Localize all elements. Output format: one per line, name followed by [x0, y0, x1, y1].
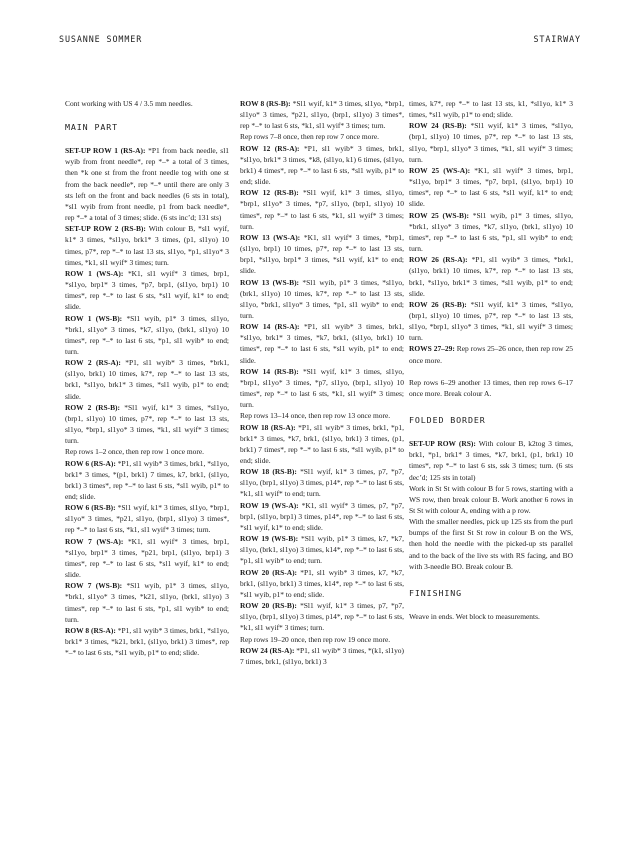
- row-instructions: *P1, sl1 wyib* 3 times, brk1, *sl1yo, brk1* 3 times, *(p1, brk1) 7 times, k7, brk1, (sl1yo, brk1) 3 times*, rep *–* to last 6 sts, *sl1 wyib, p1* to end; slide.: [65, 458, 229, 501]
- row-label: ROW 1 (WS-B):: [65, 313, 123, 323]
- row-label: ROW 2 (RS-B):: [65, 402, 120, 412]
- row-instructions: With the smaller needles, pick up 125 sts from the purl bumps of the first St St row in colour B on the WS, then hold the needle with the picked-up sts parallel and to the back of the live sts with RS facing, and BO with 3-needle BO. Break colour B.: [409, 517, 573, 571]
- row-label: ROW 14 (RS-A):: [240, 322, 300, 332]
- row-instructions: Rep rows 1–2 once, then rep row 1 once more.: [65, 447, 204, 457]
- row-instructions: Work in St St with colour B for 5 rows, starting with a WS row, then break colour B. Work another 6 rows in St St with colour A, ending with a p row.: [409, 483, 573, 515]
- row-instructions: *P1, sl1 wyib* 3 times, brk1, *sl1yo, brk1* 3 times, *k7, brk1, (sl1yo, brk1) 10 times*, rep *–* to last 6 sts, *sl1 wyib, p1* to end; slide.: [240, 322, 405, 365]
- pattern-paragraph: [240, 466, 404, 499]
- pattern-paragraph: [409, 299, 573, 344]
- pattern-paragraph: [409, 120, 573, 165]
- row-instructions: *K1, sl1 wyif* 3 times, *brp1, (sl1yo, brp1) 10 times, p7*, rep *–* to last 13 sts, brp1, *sl1yo, brp1* 3 times, *sl1 wyif, k1* to end; slide.: [240, 232, 405, 276]
- row-instructions: *K1, sl1 wyif* 3 times, p7, *p7, brp1, (sl1yo, brp1) 3 times, p14*, rep *–* to last 6 sts, *sl1 wyif, k1* to end; slide.: [240, 500, 404, 532]
- row-label: ROW 19 (WS-B):: [240, 534, 299, 544]
- row-instructions: *Sl1 wyif, k1* 3 times, sl1yo, *brp1, sl1yo* 3 times, *p21, sl1yo, (brp1, sl1yo) 3 times*, rep *–* to last 6 sts, *k1, sl1 wyif* 3 times; turn.: [65, 503, 229, 535]
- row-instructions: Cont working with US 4 / 3.5 mm needles.: [65, 99, 193, 108]
- pattern-paragraph: [240, 232, 404, 277]
- row-label: SET-UP ROW 2 (RS-B):: [65, 224, 146, 234]
- row-instructions: Rep rows 6–29 another 13 times, then rep rows 6–17 once more. Break colour A.: [409, 377, 573, 398]
- pattern-paragraph: [409, 438, 573, 483]
- row-instructions: *Sl1 wyif, k1* 3 times, sl1yo, *brp1, sl1yo* 3 times, *p7, sl1yo, (brp1, sl1yo) 10 times*, rep *–* to last 6 sts, *k1, sl1 wyif* 3 times; turn.: [240, 188, 404, 231]
- header-title: STAIRWAY: [533, 34, 581, 44]
- row-instructions: *Sl1 wyib, p1* 3 times, k7, *k7, sl1yo, (brk1, sl1yo) 3 times, k14*, rep *–* to last 6 sts, *p1, sl1 wyib* to end; turn.: [240, 534, 404, 566]
- row-instructions: *P1, sl1 wyib* 3 times, *brk1, (sl1yo, brk1) 10 times, k7*, rep *–* to last 13 sts, brk1, *sl1yo, brk1* 3 times, *sl1 wyib, p1* to end; slide.: [65, 358, 230, 401]
- pattern-paragraph: [240, 131, 404, 142]
- row-instructions: *Sl1 wyif, k1* 3 times, *sl1yo, (brp1, sl1yo) 10 times, p7*, rep *–* to last 13 sts, sl1yo, *brp1, sl1yo* 3 times, *k1, sl1 wyif* 3 times; turn.: [409, 121, 573, 164]
- row-instructions: *Sl1 wyif, k1* 3 times, p7, *p7, sl1yo, (brp1, sl1yo) 3 times, p14*, rep *–* to last 6 sts, *k1, sl1 wyif* to end; turn.: [240, 467, 404, 499]
- row-instructions: With colour B, *sl1 wyif, k1* 3 times, *sl1yo, brk1* 3 times, (p1, sl1yo) 10 times, p7*, rep *–* to last 13 sts, sl1yo, *p1, sl1yo* 3 times, *k1, sl1 wyif* 3 times; turn.: [65, 224, 229, 267]
- pattern-paragraph: [409, 165, 573, 210]
- row-instructions: Rep rows 25–26 once, then rep row 25 once more.: [409, 344, 573, 365]
- text-column-3: [409, 98, 573, 622]
- pattern-paragraph: [240, 321, 404, 366]
- pattern-paragraph: [65, 446, 229, 457]
- row-label: ROW 7 (WS-B):: [65, 581, 123, 591]
- pattern-paragraph: [409, 377, 573, 399]
- text-column-1: [65, 98, 229, 658]
- section-heading: MAIN PART: [65, 122, 119, 133]
- row-label: ROW 6 (RS-A):: [65, 458, 116, 468]
- pattern-paragraph: [240, 410, 404, 421]
- pattern-paragraph: [240, 422, 404, 467]
- pattern-paragraph: [409, 254, 573, 299]
- header-author: SUSANNE SOMMER: [59, 34, 143, 44]
- row-instructions: *K1, sl1 wyif* 3 times, brp1, *sl1yo, brp1* 3 times, *p7, brp1, (sl1yo, brp1) 10 times*, rep *–* to last 6 sts, *sl1 wyif, k1* to end; slide.: [65, 268, 230, 312]
- pattern-paragraph: [65, 625, 229, 658]
- row-label: ROW 7 (WS-A):: [65, 536, 124, 546]
- row-instructions: *P1, sl1 wyib* 3 times, brk1, *p1, brk1* 3 times, *k7, brk1, (sl1yo, brk1) 3 times, (p1, brk1) 7 times*, rep *–* to last 6 sts, *sl1 wyib, p1* to end; slide.: [240, 422, 405, 465]
- row-instructions: *P1, sl1 wyib* 3 times, k7, *k7, brk1, (sl1yo, brk1) 3 times, k14*, rep *–* to last 6 sts, *sl1 wyib, p1* to end; slide.: [240, 567, 404, 599]
- pattern-paragraph: [240, 98, 404, 131]
- row-label: ROW 18 (RS-B):: [240, 467, 297, 477]
- row-label: ROW 1 (WS-A):: [65, 268, 124, 278]
- pattern-paragraph: [240, 645, 404, 667]
- row-label: ROW 13 (WS-A):: [240, 232, 301, 242]
- row-instructions: *Sl1 wyif, k1* 3 times, *sl1yo, (brp1, sl1yo) 10 times, p7*, rep *–* to last 13 sts, sl1yo, *brp1, sl1yo* 3 times, *k1, sl1 wyif* 3 times; turn.: [65, 402, 229, 446]
- row-label: ROW 8 (RS-B):: [240, 99, 291, 108]
- row-instructions: Rep rows 19–20 once, then rep row 19 once more.: [240, 634, 391, 644]
- row-instructions: *Sl1 wyib, p1* 3 times, *sl1yo, (brk1, sl1yo) 10 times, k7*, rep *–* to last 13 sts, sl1yo, *brk1, sl1yo* 3 times, *p1, sl1 wyib* to end; turn.: [240, 277, 404, 320]
- pattern-paragraph: [65, 98, 229, 109]
- pattern-paragraph: [240, 533, 404, 566]
- row-instructions: *Sl1 wyib, p1* 3 times, sl1yo, *brk1, sl1yo* 3 times, *k7, sl1yo, (brk1, sl1yo) 10 times*, rep *–* to last 6 sts, *p1, sl1 wyib* to end; turn.: [65, 313, 229, 356]
- pattern-paragraph: [409, 210, 573, 255]
- row-label: ROW 13 (WS-B):: [240, 277, 300, 287]
- pattern-paragraph: [65, 145, 229, 223]
- row-label: ROW 24 (RS-A):: [240, 645, 295, 655]
- text-column-2: [240, 98, 404, 667]
- pattern-paragraph: [65, 268, 229, 313]
- pattern-paragraph: [65, 402, 229, 447]
- row-label: ROW 6 (RS-B):: [65, 503, 116, 513]
- row-instructions: *K1, sl1 wyif* 3 times, brp1, *sl1yo, brp1* 3 times, *p7, brp1, (sl1yo, brp1) 10 times*, rep *–* to last 6 sts, *sl1 wyif, k1* to end; slide.: [409, 165, 573, 209]
- pattern-paragraph: [240, 366, 404, 411]
- section-heading: FINISHING: [409, 587, 463, 598]
- pattern-paragraph: [409, 611, 573, 622]
- pattern-paragraph: [409, 483, 573, 516]
- pattern-paragraph: [65, 580, 229, 625]
- row-label: ROW 2 (RS-A):: [65, 358, 121, 368]
- row-instructions: Weave in ends. Wet block to measurements.: [409, 611, 540, 621]
- pattern-paragraph: [409, 98, 573, 120]
- row-label: ROW 8 (RS-A):: [65, 625, 116, 635]
- row-label: ROW 20 (RS-A):: [240, 567, 298, 577]
- row-label: ROW 18 (RS-A):: [240, 422, 296, 432]
- row-instructions: *Sl1 wyib, p1* 3 times, sl1yo, *brk1, sl1yo* 3 times, *k21, sl1yo, (brk1, sl1yo) 3 times*, rep *–* to last 6 sts, *p1, sl1 wyib* to end; turn.: [65, 581, 229, 624]
- pattern-paragraph: [240, 500, 404, 533]
- pattern-paragraph: [65, 357, 229, 402]
- pattern-paragraph: [65, 536, 229, 581]
- pattern-paragraph: [409, 343, 573, 365]
- pattern-paragraph: [240, 634, 404, 645]
- row-label: SET-UP ROW (RS):: [409, 439, 476, 449]
- pattern-paragraph: [65, 458, 229, 503]
- running-header: [59, 34, 581, 48]
- row-instructions: *P1 from back needle, sl1 wyib from front needle*, rep *–* a total of 3 times, then *k one st from the front needle tog with one st from the back needle*, rep *–* until there are only 3 sts left on the front and back needles (6 sts in total), *sl1 wyib from front needle, p1 from back needle*, rep *–* a total of 3 times; slide. (6 sts inc’d; 131 sts): [65, 146, 229, 223]
- row-instructions: Rep rows 7–8 once, then rep row 7 once more.: [240, 132, 379, 142]
- row-instructions: *P1, sl1 wyib* 3 times, *brk1, (sl1yo, brk1) 10 times, k7*, rep *–* to last 13 sts, brk1, *sl1yo, brk1* 3 times, *sl1 wyib, p1* to end; slide.: [409, 255, 573, 298]
- pattern-paragraph: [240, 567, 404, 600]
- pattern-paragraph: [65, 313, 229, 358]
- row-label: ROW 12 (RS-A):: [240, 143, 300, 153]
- row-label: ROW 25 (WS-B):: [409, 210, 469, 220]
- row-label: SET-UP ROW 1 (RS-A):: [65, 146, 146, 156]
- row-label: ROW 20 (RS-B):: [240, 601, 297, 611]
- row-label: ROW 24 (RS-B):: [409, 121, 467, 131]
- row-instructions: *P1, sl1 wyib* 3 times, *(k1, sl1yo) 7 times, brk1, (sl1yo, brk1) 3: [240, 645, 404, 666]
- row-instructions: *P1, sl1 wyib* 3 times, brk1, *sl1yo, brk1* 3 times, *k8, (sl1yo, k1) 6 times, (sl1yo, brk1) 4 times*, rep *–* to last 6 sts, *sl1 wyib, p1* to end; slide.: [240, 143, 405, 187]
- row-instructions: *Sl1 wyif, k1* 3 times, *sl1yo, (brp1, sl1yo) 10 times, p7*, rep *–* to last 13 sts, sl1yo, *brp1, sl1yo* 3 times, *k1, sl1 wyif* 3 times; turn.: [409, 299, 573, 343]
- row-label: ROW 25 (WS-A):: [409, 165, 471, 175]
- row-instructions: Rep rows 13–14 once, then rep row 13 once more.: [240, 411, 391, 421]
- pattern-paragraph: [65, 502, 229, 535]
- pattern-paragraph: [409, 516, 573, 572]
- row-instructions: *Sl1 wyif, k1* 3 times, sl1yo, *brp1, sl1yo* 3 times, *p21, sl1yo, (brp1, sl1yo) 3 times*, rep *–* to last 6 sts, *k1, sl1 wyif* 3 times; turn.: [240, 99, 404, 131]
- row-label: ROW 26 (RS-B):: [409, 299, 467, 309]
- pattern-paragraph: [240, 277, 404, 322]
- row-instructions: *P1, sl1 wyib* 3 times, brk1, *sl1yo, brk1* 3 times, *k21, brk1, (sl1yo, brk1) 3 times*, rep *–* to last 6 sts, *sl1 wyib, p1* to end; slide.: [65, 625, 229, 658]
- row-label: ROW 19 (WS-A):: [240, 500, 299, 510]
- row-instructions: *Sl1 wyif, k1* 3 times, p7, *p7, sl1yo, (brp1, sl1yo) 3 times, p14*, rep *–* to last 6 sts, *k1, sl1 wyif* 3 times; turn.: [240, 601, 404, 633]
- row-instructions: *K1, sl1 wyif* 3 times, brp1, *sl1yo, brp1* 3 times, *p21, brp1, (sl1yo, brp1) 3 times*, rep *–* to last 6 sts, *sl1 wyif, k1* to end; slide.: [65, 536, 230, 580]
- row-instructions: *Sl1 wyif, k1* 3 times, sl1yo, *brp1, sl1yo* 3 times, *p7, sl1yo, (brp1, sl1yo) 10 times*, rep *–* to last 6 sts, *k1, sl1 wyif* 3 times; turn.: [240, 366, 404, 410]
- row-label: ROWS 27–29:: [409, 344, 455, 354]
- row-label: ROW 12 (RS-B):: [240, 188, 299, 198]
- section-heading: FOLDED BORDER: [409, 415, 486, 426]
- row-label: ROW 14 (RS-B):: [240, 366, 299, 376]
- row-instructions: *Sl1 wyib, p1* 3 times, sl1yo, *brk1, sl1yo* 3 times, *k7, sl1yo, (brk1, sl1yo) 10 times*, rep *–* to last 6 sts, *p1, sl1 wyib* to end; turn.: [409, 210, 573, 254]
- pattern-paragraph: [240, 600, 404, 633]
- pattern-paragraph: [240, 187, 404, 232]
- pattern-paragraph: [65, 223, 229, 268]
- pattern-paragraph: [240, 143, 404, 188]
- row-label: ROW 26 (RS-A):: [409, 255, 468, 265]
- row-instructions: With colour B, k2tog 3 times, brk1, *p1, brk1* 3 times, *k7, brk1, (p1, brk1) 10 times*, rep *–* to last 6 sts, ssk 3 times; turn. (6 sts dec’d; 125 sts in total): [409, 439, 573, 482]
- row-instructions: times, k7*, rep *–* to last 13 sts, k1, *sl1yo, k1* 3 times, *sl1 wyib, p1* to end; slide.: [409, 99, 573, 120]
